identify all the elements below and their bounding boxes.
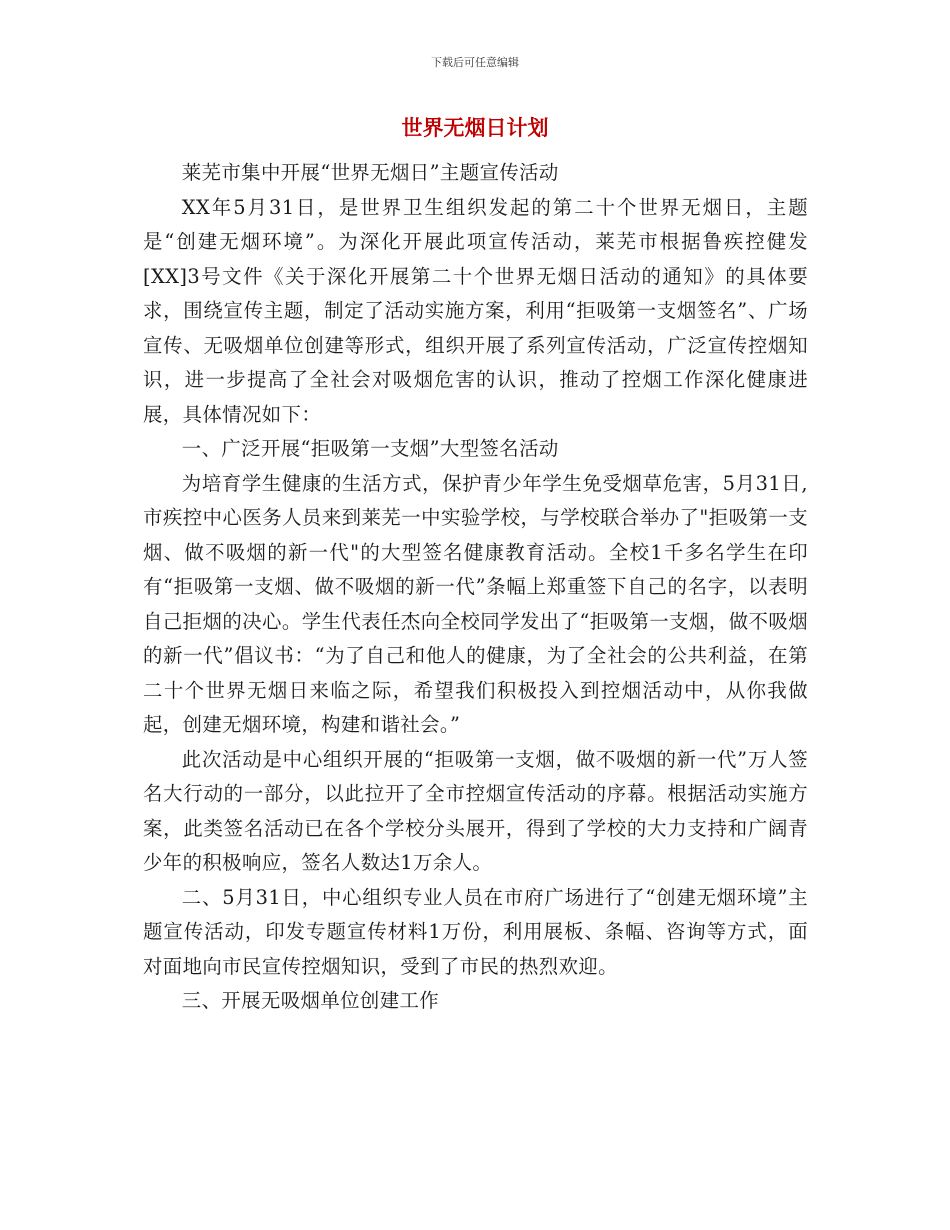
intro-paragraph: XX年5月31日，是世界卫生组织发起的第二十个世界无烟日，主题是“创建无烟环境”。为深化开展此项宣传活动，莱芜市根据鲁疾控健发[XX]3号文件《关于深化开展第二十个世界无烟日活动的通知》的具体要求，围绕宣传主题，制定了活动实施方案，利用“拒吸第一支烟签名”、广场宣传、无吸烟单位创建等形式，组织开展了系列宣传活动，广泛宣传控烟知识，进一步提高了全社会对吸烟危害的认识，推动了控烟工作深化健康进展，具体情况如下： (143, 195, 808, 426)
document-title: 世界无烟日计划 (401, 116, 549, 140)
subtitle-paragraph: 莱芜市集中开展“世界无烟日”主题宣传活动 (181, 161, 559, 184)
section-heading-1: 一、广泛开展“拒吸第一支烟”大型签名活动 (181, 437, 559, 460)
section-paragraph-2: 二、5月31日，中心组织专业人员在市府广场进行了“创建无烟环境”主题宣传活动，印发专题宣传材料1万份，利用展板、条幅、咨询等方式，面对面地向市民宣传控烟知识，受到了市民的热烈欢迎。 (143, 885, 808, 978)
body-paragraph: 为培育学生健康的生活方式，保护青少年学生免受烟草危害，5月31日,市疾控中心医务人员来到莱芜一中实验学校，与学校联合举办了"拒吸第一支烟、做不吸烟的新一代"的大型签名健康教育活动。全校1千多名学生在印有“拒吸第一支烟、做不吸烟的新一代”条幅上郑重签下自己的名字，以表明自己拒烟的决心。学生代表任杰向全校同学发出了“拒吸第一支烟，做不吸烟的新一代”倡议书：“为了自己和他人的健康，为了全社会的公共利益，在第二十个世界无烟日来临之际，希望我们积极投入到控烟活动中，从你我做起，创建无烟环境，构建和谐社会。” (143, 471, 808, 736)
document-body (143, 156, 808, 1019)
header-note: 下载后可任意编辑 (431, 56, 519, 69)
body-paragraph: 此次活动是中心组织开展的“拒吸第一支烟，做不吸烟的新一代”万人签名大行动的一部分，以此拉开了全市控烟宣传活动的序幕。根据活动实施方案，此类签名活动已在各个学校分头展开，得到了学校的大力支持和广阔青少年的积极响应，签名人数达1万余人。 (143, 747, 808, 874)
section-heading-3: 三、开展无吸烟单位创建工作 (181, 989, 440, 1012)
